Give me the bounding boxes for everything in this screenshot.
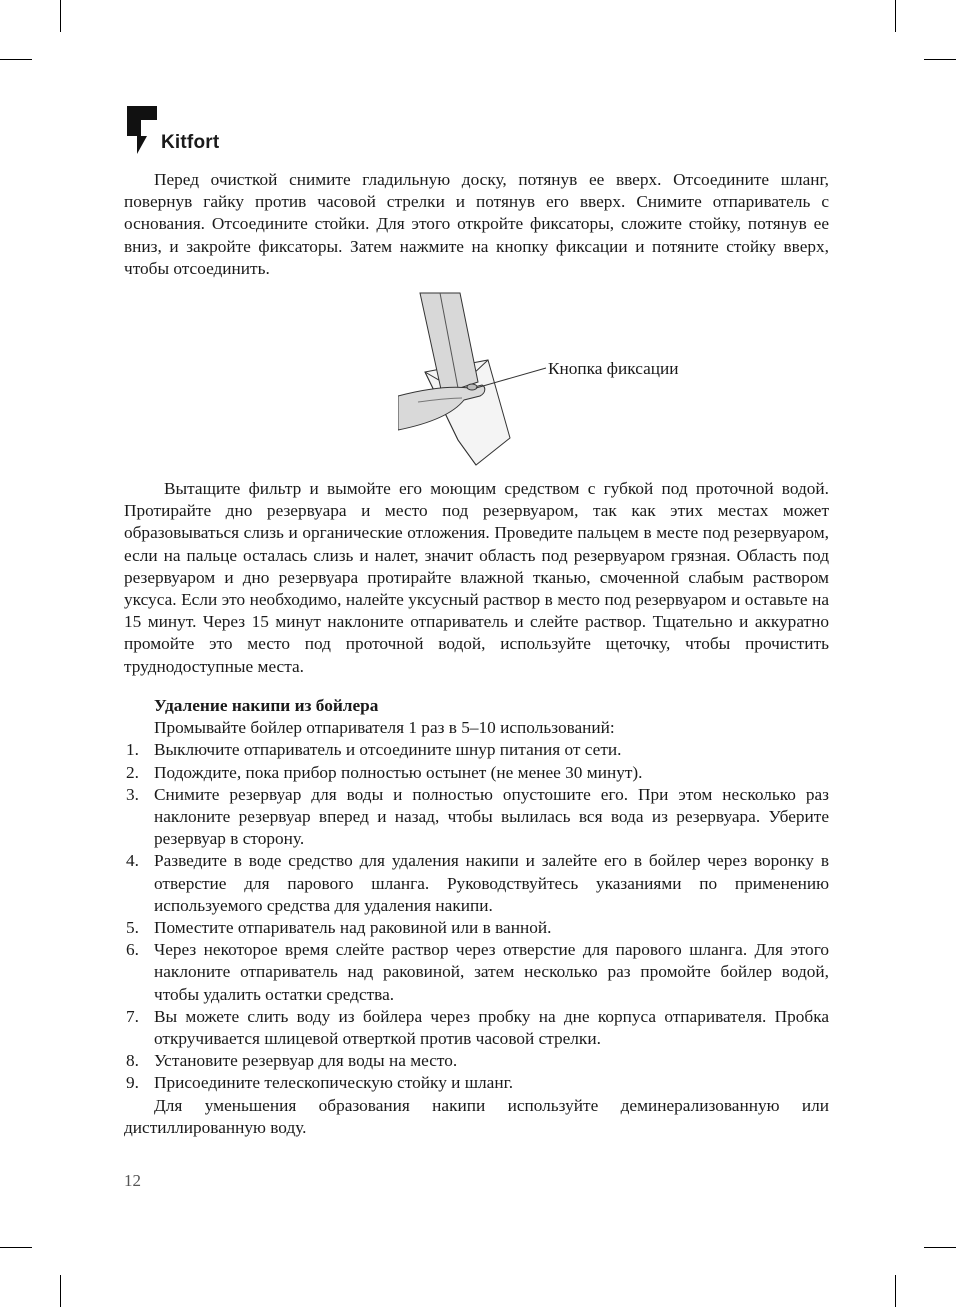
list-item: 6. Через некоторое время слейте раствор через отверстие для парового шланга. Для этого наклоните отпариватель над раковиной, затем несколько раз промойте бойлер водой, чтобы удалить остатки средства. [126, 940, 829, 1004]
list-item: 4. Разведите в воде средство для удаления накипи и залейте его в бойлер через воронку в отверстие для парового шланга. Руководствуйтесь указаниями по применению используемого средства для удаления накипи. [126, 851, 829, 915]
logo-wordmark: Kitfort [161, 132, 220, 153]
filter-paragraph: Вытащите фильтр и вымойте его моющим средством с губкой под проточной водой. Протирайте дно резервуара и место под резервуаром, так как этих местах может образовываться слизь и органические отложения. Проведите пальцем в месте под резервуаром, если на пальце осталась слизь и налет, значит область под резервуаром грязная. Область под резервуаром и дно резервуара протирайте влажной тканью, смоченной слабым раствором уксуса. Если это необходимо, налейте уксусный раствор в место под резервуаром и оставьте на 15 минут. Через 15 минут наклоните отпариватель и слейте раствор. Тщательно и аккуратно промойте это место под проточной водой, используйте щеточку, чтобы прочистить труднодоступные места. [124, 479, 829, 676]
list-item: 7. Вы можете слить воду из бойлера через пробку на дне корпуса отпаривателя. Пробка откручивается шлицевой отверткой против часовой стрелки. [126, 1006, 829, 1049]
crop-mark [60, 0, 61, 32]
list-item: 8. Установите резервуар для воды на место. [126, 1051, 458, 1071]
list-item: 1. Выключите отпариватель и отсоедините шнур питания от сети. [126, 740, 622, 760]
kitfort-logo-icon [127, 106, 157, 154]
crop-mark [924, 59, 956, 60]
crop-mark [895, 1275, 896, 1307]
crop-mark [924, 1247, 956, 1248]
list-item: 5. Поместите отпариватель над раковиной или в ванной. [126, 918, 552, 938]
filter-section [124, 478, 829, 678]
fixation-button-label: Кнопка фиксации [548, 359, 679, 378]
page-number: 12 [124, 1171, 141, 1190]
crop-mark [0, 1247, 32, 1248]
fixation-button-illustration [398, 290, 718, 470]
descaling-outro: Для уменьшения образования накипи используйте деминерализованную или дистиллированную воду. [124, 1095, 829, 1137]
descaling-heading: Удаление накипи из бойлера [154, 696, 379, 715]
intro-section [124, 169, 829, 280]
descaling-steps [124, 739, 829, 1094]
descaling-intro: Промывайте бойлер отпаривателя 1 раз в 5–10 использований: [154, 718, 615, 738]
crop-mark [60, 1275, 61, 1307]
brand-logo [127, 106, 219, 154]
list-item: 9. Присоедините телескопическую стойку и шланг. [126, 1073, 514, 1093]
crop-mark [0, 59, 32, 60]
list-item: 3. Снимите резервуар для воды и полностью опустошите его. При этом несколько раз наклоните резервуар вперед и назад, чтобы вылилась вся вода из резервуара. Уберите резервуар в сторону. [126, 784, 829, 849]
intro-paragraph: Перед очисткой снимите гладильную доску, потянув ее вверх. Отсоедините шланг, повернув гайку против часовой стрелки и потянув его вверх. Снимите отпариватель с основания. Отсоедините стойки. Для этого откройте фиксаторы, сложите стойку, потянув ее вниз, и закройте фиксаторы. Затем нажмите на кнопку фиксации и потяните стойку вверх, чтобы отсоединить. [124, 170, 829, 278]
descaling-section [124, 674, 829, 1139]
list-item: 2. Подождите, пока прибор полностью остынет (не менее 30 минут). [126, 762, 643, 782]
crop-mark [895, 0, 896, 32]
